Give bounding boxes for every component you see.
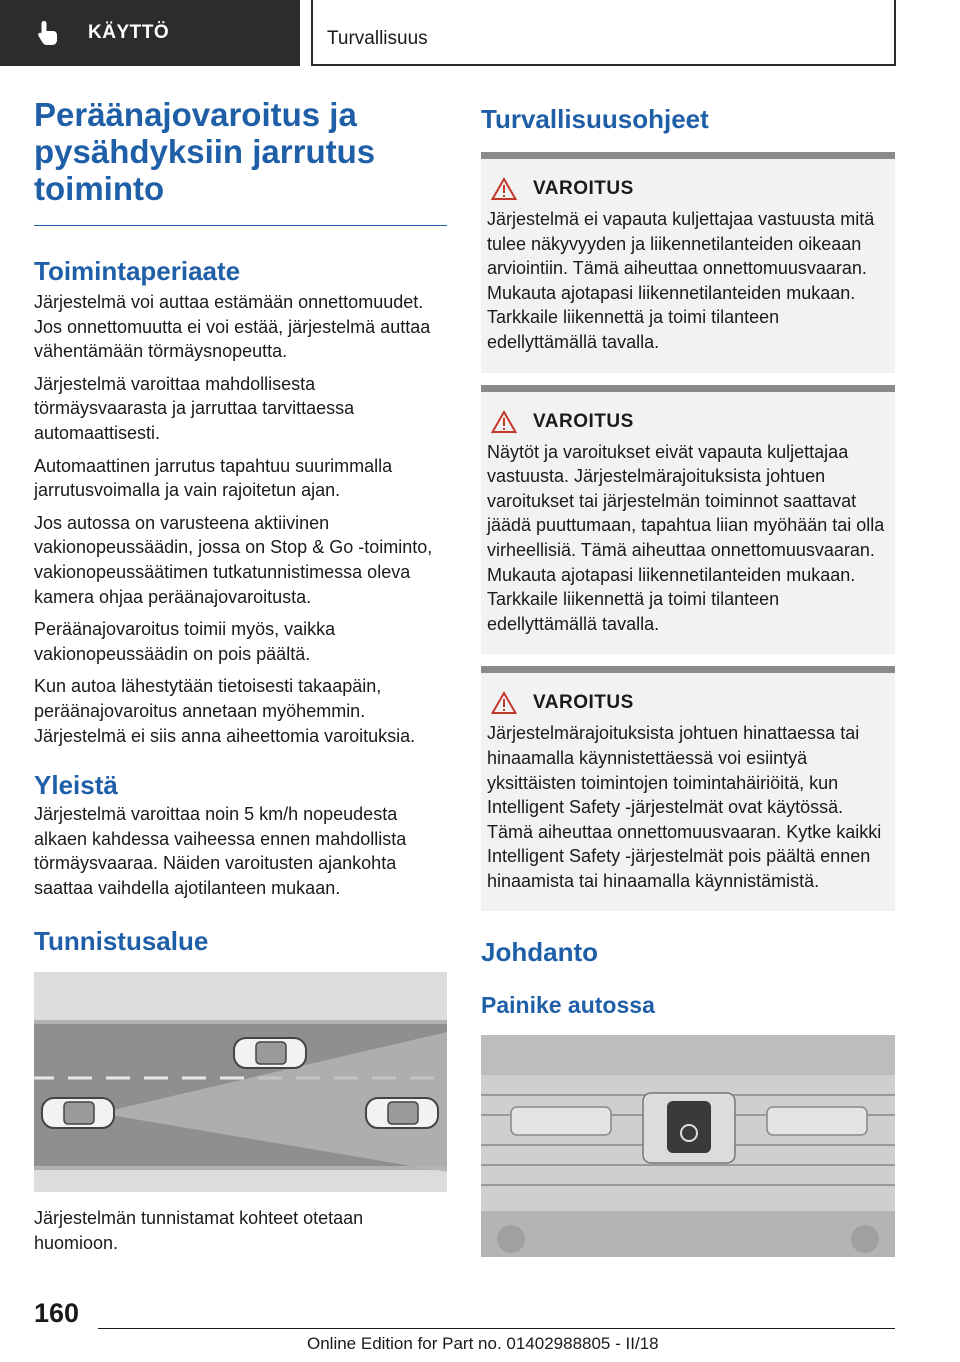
title-divider — [34, 225, 447, 226]
edition-info: Online Edition for Part no. 01402988805 - II/18 — [307, 1334, 659, 1353]
section-heading-yleista: Yleistä — [34, 770, 118, 801]
section-heading-johdanto: Johdanto — [481, 937, 598, 968]
dashboard-illustration — [481, 1035, 895, 1257]
paragraph: Kun autoa lähestytään tietoisesti takaapäin, peräänajovaroitus annetaan myöhemmin. Järjestelmä ei siis anna aiheettomia varoituksia. — [34, 676, 416, 746]
section-heading-tunnistusalue: Tunnistusalue — [34, 926, 209, 957]
page-title: Peräänajovaroitus ja pysähdyksiin jarrutus toiminto — [34, 96, 376, 207]
car-icon — [234, 1038, 306, 1068]
paragraph: Järjestelmä voi auttaa estämään onnettomuudet. Jos onnettomuutta ei voi estää, järjestelmä auttaa vähentämään törmäysnopeutta. — [34, 292, 431, 362]
warning-text: Järjestelmärajoituksista johtuen hinattaessa tai hinaamalla käynnistettäessä voi esiintyä yksittäisten toimintojen toimintahäiriöitä, kun Intelligent Safety -järjestelmät ovat käytössä. Tämä aiheuttaa onnettomuusvaaran. Kytke kaikki Intelligent Safety -järjestelmät pois päältä ennen hinaamista tai hinaamalla käynnistämistä. — [487, 723, 882, 891]
detection-area-illustration — [34, 972, 447, 1192]
warning-triangle-icon — [491, 177, 517, 201]
button-photo — [481, 1035, 895, 1257]
warning-title: VAROITUS — [533, 692, 634, 714]
paragraph: Automaattinen jarrutus tapahtuu suurimmalla jarrutusvoimalla ja vain rajoitetun ajan. — [34, 455, 393, 501]
warning-title: VAROITUS — [533, 178, 634, 199]
left-column — [34, 96, 447, 1264]
paragraph: Järjestelmä varoittaa mahdollisesta törmäysvaarasta ja jarruttaa tarvittaessa automaattisesti. — [34, 373, 355, 443]
warning-box — [481, 385, 895, 655]
paragraph: Peräänajovaroitus toimii myös, vaikka vakionopeussäädin on pois päältä. — [34, 619, 336, 664]
paragraph: Järjestelmä varoittaa noin 5 km/h nopeudesta alkaen kahdessa vaiheessa ennen mahdollista törmäysvaaraa. Näiden varoitusten ajankohta saattaa vaihdella ajotilanteen mukaan. — [34, 804, 407, 898]
paragraph: Jos autossa on varusteena aktiivinen vakionopeussäädin, jossa on Stop & Go -toiminto, vakionopeussäätimen tutkatunnistimessa oleva kamera ohjaa peräänajovaroitusta. — [34, 512, 433, 607]
subsection-heading-painike: Painike autossa — [481, 992, 655, 1019]
section-heading-toimintaperiaate: Toimintaperiaate — [34, 256, 241, 286]
section-label: KÄYTTÖ — [88, 22, 170, 43]
road-diagram — [34, 972, 447, 1192]
car-icon — [366, 1098, 438, 1128]
footer-divider — [98, 1328, 895, 1329]
page-number: 160 — [34, 1298, 80, 1328]
hand-pointer-icon — [34, 18, 64, 48]
warning-box — [481, 666, 895, 911]
section-tab — [0, 0, 300, 66]
warning-text: Järjestelmä ei vapauta kuljettajaa vastuusta mitä tulee näkyvyyden ja liikennetilanteiden oikeaan arviointiin. Tämä aiheuttaa onnettomuusvaaran. Mukauta ajotapasi liikennetilanteiden mukaan. Tarkkaile liikennettä ja toimi tilanteen edellyttämällä tavalla. — [487, 209, 875, 352]
chapter-title: Turvallisuus — [311, 0, 896, 66]
right-column — [481, 96, 895, 1257]
figure-caption: Järjestelmän tunnistamat kohteet otetaan huomioon. — [34, 1208, 364, 1254]
car-icon — [42, 1098, 114, 1128]
warning-text: Näytöt ja varoitukset eivät vapauta kuljettajaa vastuusta. Järjestelmärajoituksista johtuen varoitukset tai järjestelmän toiminnot saattavat jäädä puuttumaan, tapahtua liian myöhään tai olla virheellisiä. Tämä aiheuttaa onnettomuusvaaran. Mukauta ajotapasi liikennetilanteiden mukaan. Tarkkaile liikennettä ja toimi tilanteen edellyttämällä tavalla. — [487, 441, 885, 634]
warning-box — [481, 152, 895, 373]
warning-title: VAROITUS — [533, 410, 634, 432]
warning-triangle-icon — [491, 691, 517, 715]
section-heading-turvallisuusohjeet: Turvallisuusohjeet — [481, 104, 709, 134]
warning-triangle-icon — [491, 410, 517, 434]
